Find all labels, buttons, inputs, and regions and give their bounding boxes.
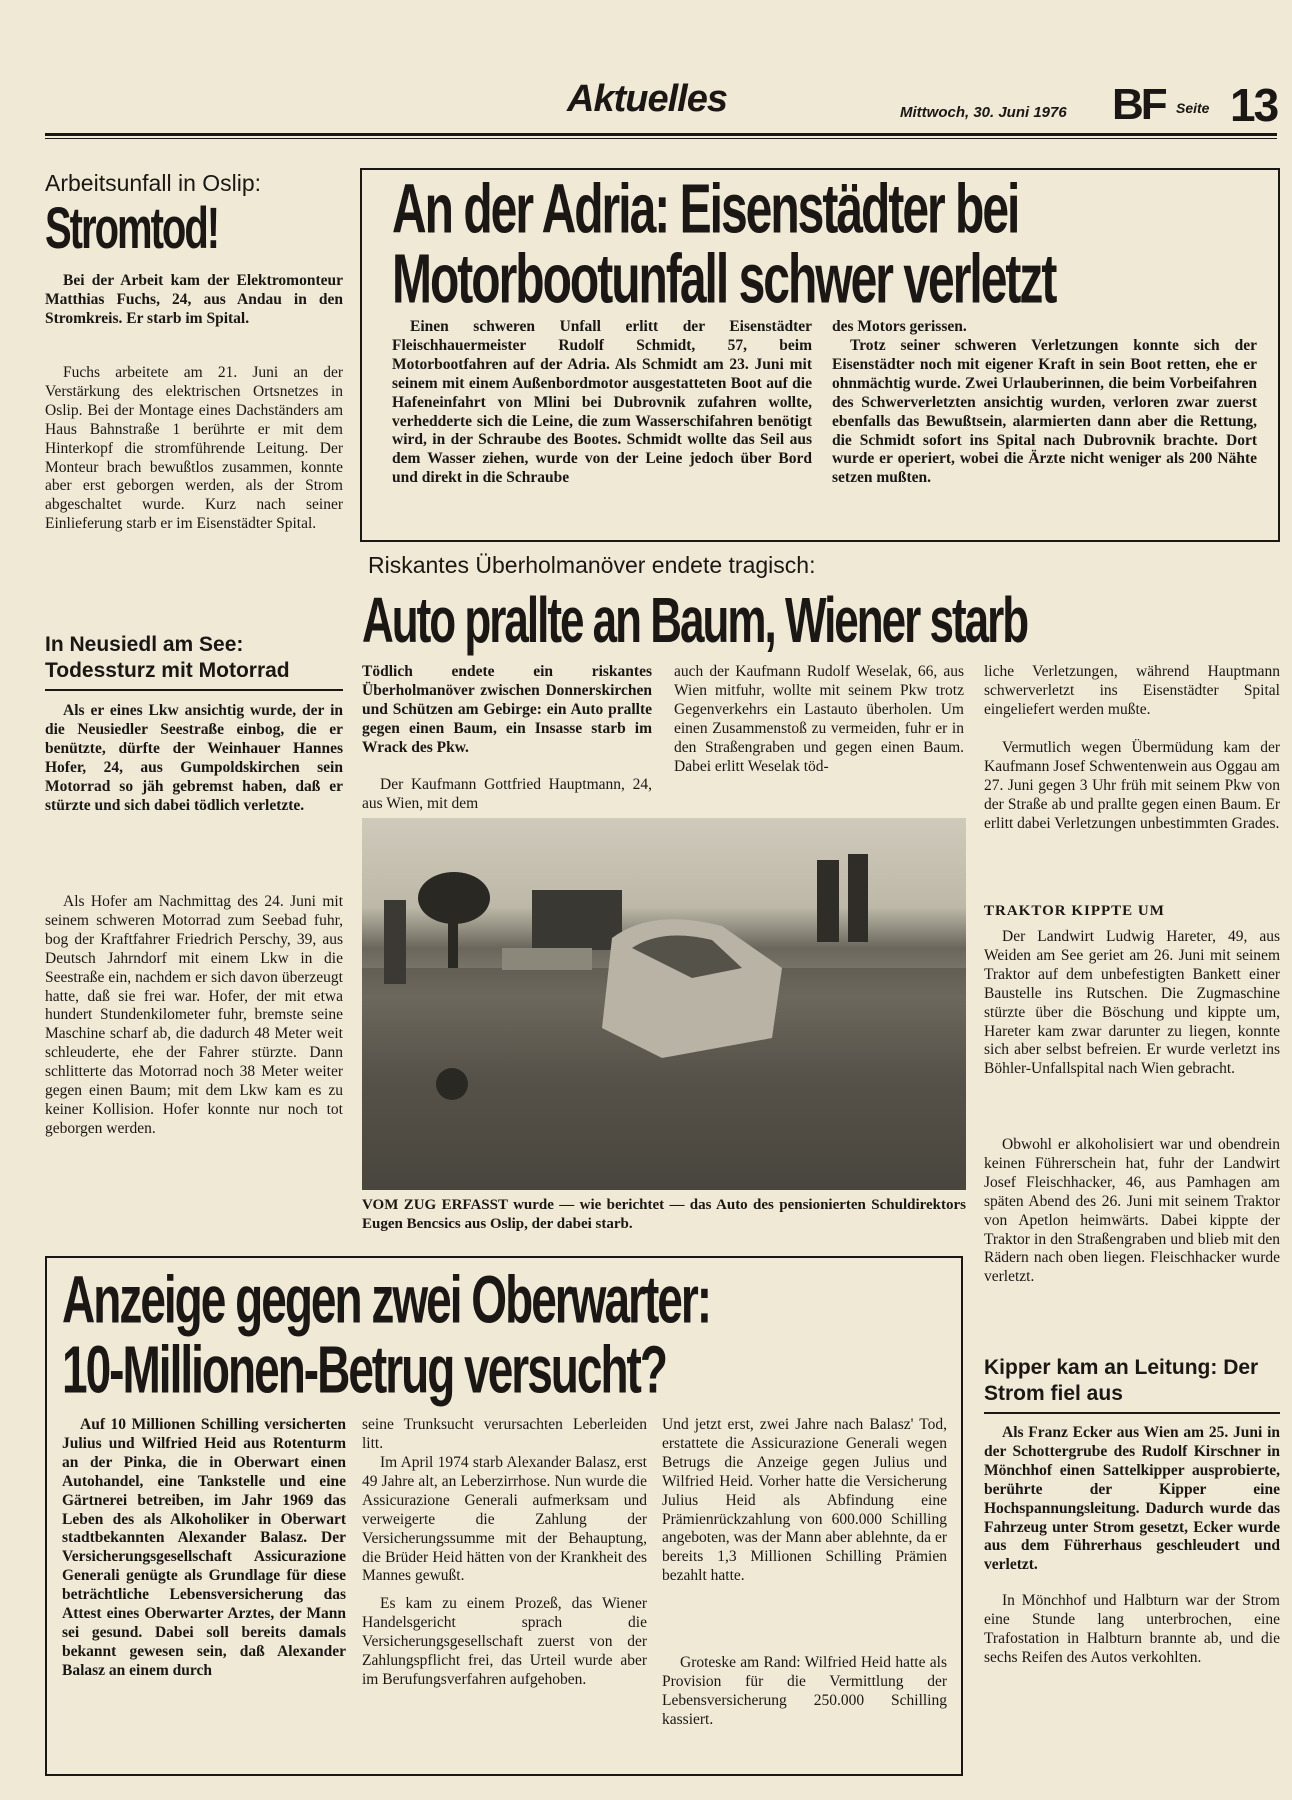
adria-headline-line1: An der Adria: Eisenstädter bei <box>392 171 1019 249</box>
paper-logo: BF <box>1112 80 1165 129</box>
betrug-col2: Im April 1974 starb Alexander Balasz, erst 49 Jahre alt, an Leberzirrhose. Nun wurde die Assicurazione Generali aufmerksam und verweigerte die Zahlung der Versicherungssumme mit der Behauptung, die Brüder Heid hätten von der Krankheit des Mannes gewußt. <box>362 1454 647 1585</box>
traktor-subhead: TRAKTOR KIPPTE UM <box>984 903 1165 919</box>
traktor-p2: Obwohl er alkoholisiert war und obendrein keinen Führerschein hat, fuhr der Landwirt Josef Fleischhacker, 46, aus Pamhagen am späten Abend des 26. Juni mit seinem Traktor von Apetlon heimwärts. Dabei kippte der Traktor in den Straßengraben und blieb mit den Rädern nach oben liegen. Fleischhacker wurde verletzt. <box>984 1136 1280 1286</box>
adria-headline-line2: Motorbootunfall schwer verletzt <box>392 241 1056 319</box>
baum-col3-start: liche Verletzungen, während Hauptmann schwerverletzt ins Eisenstädter Spital eingeliefert werden mußte. <box>984 663 1280 718</box>
header-rule <box>45 133 1277 136</box>
issue-date: Mittwoch, 30. Juni 1976 <box>900 104 1067 121</box>
accident-photo-image <box>362 818 966 1190</box>
baum-col3: Vermutlich wegen Übermüdung kam der Kaufmann Josef Schwentenwein aus Oggau am 27. Juni gegen 3 Uhr früh mit seinem Pkw von der Straße ab und prallte gegen einen Baum. Er erlitt dabei Verletzungen unbestimmten Grades. <box>984 739 1280 832</box>
adria-col2-start: des Motors gerissen. <box>832 318 967 335</box>
motorrad-rule <box>45 689 343 691</box>
kipper-rule <box>984 1412 1280 1414</box>
baum-kicker: Riskantes Überholmanöver endete tragisch: <box>368 552 816 578</box>
photo-caption: VOM ZUG ERFASST wurde — wie berichtet — das Auto des pensionierten Schuldirektors Eugen Bencsics aus Oslip, der dabei starb. <box>362 1197 966 1232</box>
traktor-p1: Der Landwirt Ludwig Hareter, 49, aus Weiden am See geriet am 26. Juni mit seinem Traktor auf dem unbefestigten Bankett einer Baustelle ins Rutschen. Die Zugmaschine stürzte über die Böschung und kippte um, Hareter kam zwar darunter zu liegen, konnte sich aber selbst befreien. Er wurde verletzt ins Böhler-Unfallspital nach Wien gebracht. <box>984 928 1280 1078</box>
stromtod-body: Fuchs arbeitete am 21. Juni an der Verstärkung des elektrischen Ortsnetzes in Oslip. Bei der Montage eines Dachständers am Haus Bahnstraße 1 berührte er mit dem Hinterkopf die stromführende Leitung. Der Monteur brach bewußtlos zusammen, konnte aber erst geborgen werden, als der Strom abgeschaltet wurde. Kurz nach seiner Einlieferung starb er im Eisenstädter Spital. <box>45 364 343 533</box>
page-number: 13 <box>1230 79 1278 131</box>
betrug-col3: Und jetzt erst, zwei Jahre nach Balasz' Tod, erstattete die Assicurazione Generali wegen Betrugs die Anzeige gegen Julius und Wilfried Heid. Vorher hatte die Versicherung Julius Heid als Abfindung eine Prämienrückzahlung von 600.000 Schilling angeboten, was der Mann aber ablehnte, da er bereits 1,3 Millionen Schilling Prämien bezahlt hatte. <box>662 1416 947 1585</box>
motorrad-lead: Als er eines Lkw ansichtig wurde, der in die Neusiedler Seestraße einbog, die er benützte, dürfte der Weinhauer Hannes Hofer, 24, aus Gumpoldskirchen sein Motorrad so jäh gebremst haben, daß er stürzte und sich dabei tödlich verletzte. <box>45 702 343 814</box>
betrug-headline-line2: 10-Millionen-Betrug versucht? <box>62 1331 666 1408</box>
motorrad-headline: In Neusiedl am See: Todessturz mit Motorrad <box>45 633 290 682</box>
page-label: Seite <box>1176 100 1210 116</box>
header-rule-thin <box>45 138 1277 139</box>
stromtod-headline: Stromtod! <box>45 197 219 261</box>
kipper-body: In Mönchhof und Halbturn war der Strom eine Stunde lang unterbrochen, eine Trafostation in Halbturn brannte ab, und die sechs Reifen des Autos verkohlten. <box>984 1592 1280 1666</box>
kipper-headline: Kipper kam an Leitung: Der Strom fiel aus <box>984 1356 1259 1405</box>
betrug-col2-end: Es kam zu einem Prozeß, das Wiener Handelsgericht sprach die Versicherungsgesellschaft zuerst von der Zahlungspflicht frei, das Urteil wurde aber im Berufungsverfahren aufgehoben. <box>362 1595 647 1688</box>
betrug-headline-line1: Anzeige gegen zwei Oberwarter: <box>62 1261 711 1338</box>
betrug-col2-start: seine Trunksucht verursachten Leberleiden litt. <box>362 1416 647 1452</box>
betrug-col3-end: Groteske am Rand: Wilfried Heid hatte als Provision für die Vermittlung der Lebensversicherung 250.000 Schilling kassiert. <box>662 1654 947 1728</box>
stromtod-lead: Bei der Arbeit kam der Elektromonteur Matthias Fuchs, 24, aus Andau in den Stromkreis. Er starb im Spital. <box>45 272 343 327</box>
betrug-col1: Auf 10 Millionen Schilling versicherten Julius und Wilfried Heid aus Rotenturm an der Pinka, die in Oberwart einen Autohandel, eine Tankstelle und eine Gärtnerei betreiben, im Jahr 1969 das Leben des als Alkoholiker in Oberwart stadtbekannten Alexander Balasz. Der Versicherungsgesellschaft Assicurazione Generali genügte als Grundlage für diese beträchtliche Lebensversicherung das Attest eines Oberwarter Arztes, der Mann sei gesund. Dabei soll bereits damals bekannt gewesen sein, daß Alexander Balasz an einem durch <box>62 1416 346 1679</box>
adria-col1: Einen schweren Unfall erlitt der Eisenstädter Fleischhauermeister Rudolf Schmidt, 57, beim Motorbootfahren auf der Adria. Als Schmidt am 23. Juni mit seinem mit einem Außenbordmotor ausgestatteten Boot auf die Hafeneinfahrt von Mlini bei Dubrovnik zufahren wollte, verhedderte sich die Leine, die zum Wasserschifahren benötigt wird, in der Schraube des Bootes. Schmidt wollte das Seil aus dem Wasser ziehen, wurde von der Leine jedoch über Bord und direkt in die Schraube <box>392 318 812 487</box>
section-title: Aktuelles <box>567 78 727 120</box>
adria-col2: Trotz seiner schweren Verletzungen konnte sich der Eisenstädter noch mit eigener Kraft in sein Boot retten, ehe er ohnmächtig wurde. Zwei Urlauberinnen, die beim Vorbeifahren des Schwerverletzten ansichtig wurden, verloren zwar zuerst ebenfalls das Bewußtsein, alarmierten dann aber die Rettung, die Schmidt sofort ins Spital nach Dubrovnik brachte. Dort wurde er operiert, wobei die Ärzte nicht weniger als 200 Nähte setzen mußten. <box>832 337 1257 487</box>
baum-col2: auch der Kaufmann Rudolf Weselak, 66, aus Wien mitfuhr, wollte mit seinem Pkw trotz Gegenverkehrs ein Lastauto überholen. Um einen Zusammenstoß zu vermeiden, fuhr er in den Straßengraben und gegen einen Baum. Dabei erlitt Weselak töd- <box>674 663 964 775</box>
baum-col1-lead: Tödlich endete ein riskantes Überholmanöver zwischen Donnerskirchen und Schützen am Gebirge: ein Auto prallte gegen einen Baum, ein Insasse starb im Wrack des Pkw. <box>362 663 652 756</box>
stromtod-kicker: Arbeitsunfall in Oslip: <box>45 170 262 196</box>
accident-photo <box>362 818 966 1190</box>
kipper-lead: Als Franz Ecker aus Wien am 25. Juni in der Schottergrube des Rudolf Kirschner in Mönchhof einen Sattelkipper ausprobierte, berührte der Kipper eine Hochspannungsleitung. Dadurch wurde das Fahrzeug unter Strom gesetzt, Ecker wurde aus dem Führerhaus geschleudert und verletzt. <box>984 1424 1280 1574</box>
baum-headline: Auto prallte an Baum, Wiener starb <box>362 585 1028 657</box>
baum-col1-body: Der Kaufmann Gottfried Hauptmann, 24, aus Wien, mit dem <box>362 776 652 812</box>
motorrad-body: Als Hofer am Nachmittag des 24. Juni mit seinem schweren Motorrad zum Seebad fuhr, bog der Kraftfahrer Friedrich Perschy, 39, aus Deutsch Jahrndorf mit einem Lkw in die Seestraße ein, nachdem er sich davon überzeugt hatte, daß sie frei war. Hofer, der mit etwa hundert Stundenkilometer fuhr, bremste seine Maschine scharf ab, die dadurch 48 Meter weit schleuderte, ehe der Fahrer stürzte. Dann schlitterte das Motorrad noch 38 Meter weiter gegen einen Baum; mit dem Lkw kam es zu keiner Kollision. Hofer konnte nur noch tot geborgen werden. <box>45 893 343 1137</box>
